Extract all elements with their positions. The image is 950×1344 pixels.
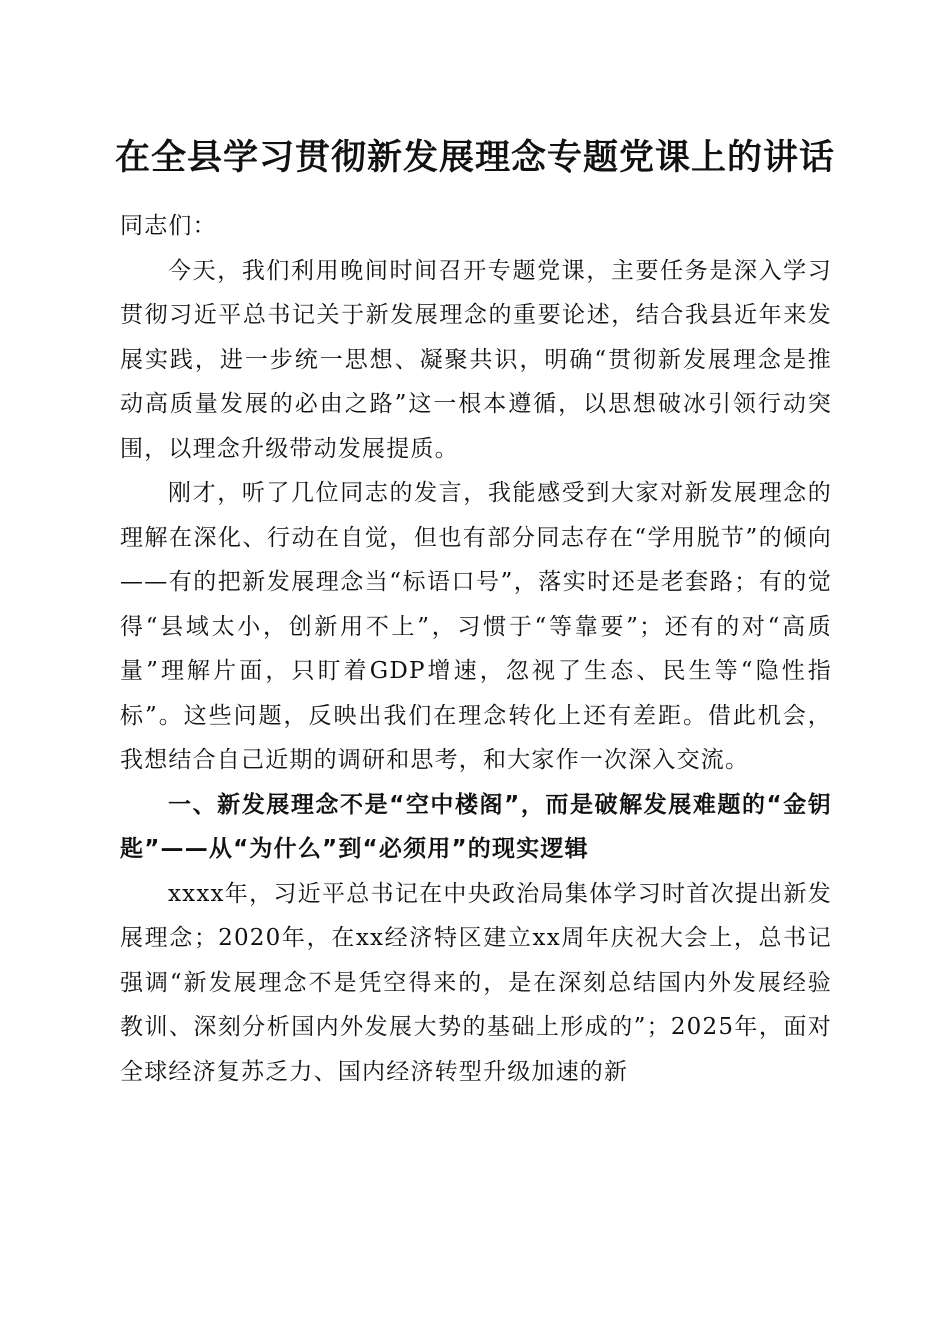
paragraph-intro: 今天，我们利用晚间时间召开专题党课，主要任务是深入学习贯彻习近平总书记关于新发展理念的重要论述，结合我县近年来发展实践，进一步统一思想、凝聚共识，明确“贯彻新发展理念是推动高质量发展的必由之路”这一根本遵循，以思想破冰引领行动突围，以理念升级带动发展提质。 [120, 257, 832, 462]
document-title: 在全县学习贯彻新发展理念专题党课上的讲话 [114, 137, 835, 178]
section-paragraph: xxxx年，习近平总书记在中央政治局集体学习时首次提出新发展理念；2020年，在xx经济特区建立xx周年庆祝大会上，总书记强调“新发展理念不是凭空得来的，是在深刻总结国内外发展经验教训、深刻分析国内外发展大势的基础上形成的”；2025年，面对全球经济复苏乏力、国内经济转型升级加速的新 [120, 880, 832, 1085]
document-body [120, 204, 832, 1094]
paragraph-problems: 刚才，听了几位同志的发言，我能感受到大家对新发展理念的理解在深化、行动在自觉，但也有部分同志存在“学用脱节”的倾向——有的把新发展理念当“标语口号”，落实时还是老套路；有的觉得“县域太小，创新用不上”，习惯于“等靠要”；还有的对“高质量”理解片面，只盯着GDP增速，忽视了生态、民生等“隐性指标”。这些问题，反映出我们在理念转化上还有差距。借此机会，我想结合自己近期的调研和思考，和大家作一次深入交流。 [120, 480, 832, 773]
section-heading: 一、新发展理念不是“空中楼阁”，而是破解发展难题的“金钥匙”——从“为什么”到“必须用”的现实逻辑 [120, 791, 832, 862]
salutation: 同志们： [120, 213, 217, 239]
